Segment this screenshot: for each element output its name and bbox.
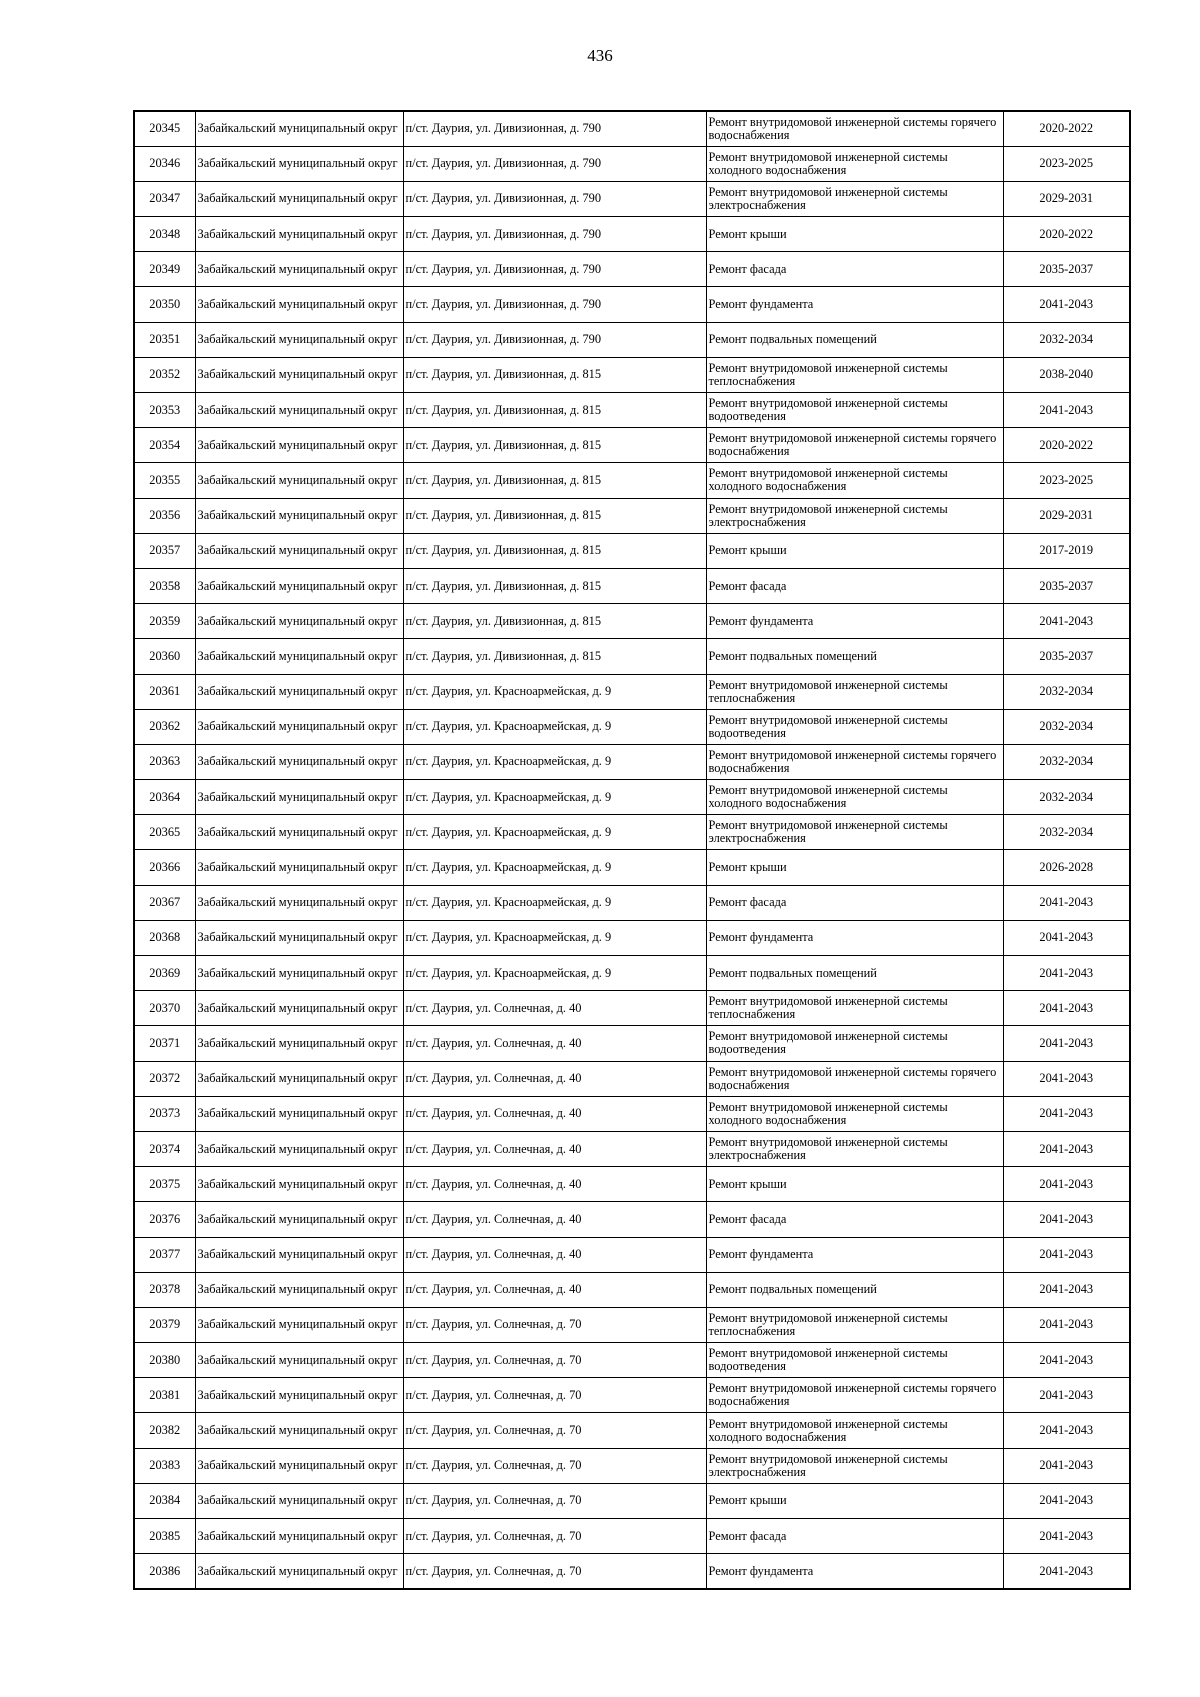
- table-row: [134, 1554, 1130, 1589]
- address-cell: п/ст. Даурия, ул. Дивизионная, д. 790: [403, 111, 706, 146]
- work-type-cell: Ремонт внутридомовой инженерной системы электроснабжения: [706, 498, 1003, 533]
- period-cell: 2041-2043: [1003, 1519, 1130, 1554]
- row-number-cell: 20352: [134, 357, 195, 392]
- table-row: [134, 1096, 1130, 1131]
- table-row: [134, 322, 1130, 357]
- municipality-cell: Забайкальский муниципальный округ: [195, 674, 403, 709]
- period-cell: 2032-2034: [1003, 322, 1130, 357]
- row-number-cell: 20380: [134, 1343, 195, 1378]
- municipality-cell: Забайкальский муниципальный округ: [195, 287, 403, 322]
- municipality-cell: Забайкальский муниципальный округ: [195, 428, 403, 463]
- period-cell: 2023-2025: [1003, 463, 1130, 498]
- table-row: [134, 1237, 1130, 1272]
- municipality-cell: Забайкальский муниципальный округ: [195, 1378, 403, 1413]
- repair-schedule-table: [133, 110, 1131, 1590]
- municipality-cell: Забайкальский муниципальный округ: [195, 709, 403, 744]
- period-cell: 2032-2034: [1003, 709, 1130, 744]
- row-number-cell: 20350: [134, 287, 195, 322]
- work-type-cell: Ремонт внутридомовой инженерной системы электроснабжения: [706, 1131, 1003, 1166]
- row-number-cell: 20381: [134, 1378, 195, 1413]
- work-type-cell: Ремонт крыши: [706, 217, 1003, 252]
- table-row: [134, 1167, 1130, 1202]
- work-type-cell: Ремонт внутридомовой инженерной системы теплоснабжения: [706, 1307, 1003, 1342]
- table-row: [134, 885, 1130, 920]
- row-number-cell: 20353: [134, 393, 195, 428]
- row-number-cell: 20371: [134, 1026, 195, 1061]
- table-row: [134, 1272, 1130, 1307]
- address-cell: п/ст. Даурия, ул. Солнечная, д. 70: [403, 1378, 706, 1413]
- municipality-cell: Забайкальский муниципальный округ: [195, 604, 403, 639]
- row-number-cell: 20386: [134, 1554, 195, 1589]
- work-type-cell: Ремонт фасада: [706, 1202, 1003, 1237]
- table-row: [134, 1483, 1130, 1518]
- period-cell: 2023-2025: [1003, 146, 1130, 181]
- table-row: [134, 463, 1130, 498]
- period-cell: 2032-2034: [1003, 815, 1130, 850]
- table-row: [134, 850, 1130, 885]
- municipality-cell: Забайкальский муниципальный округ: [195, 111, 403, 146]
- row-number-cell: 20345: [134, 111, 195, 146]
- table-row: [134, 1202, 1130, 1237]
- row-number-cell: 20349: [134, 252, 195, 287]
- period-cell: 2041-2043: [1003, 1131, 1130, 1166]
- work-type-cell: Ремонт фундамента: [706, 1554, 1003, 1589]
- municipality-cell: Забайкальский муниципальный округ: [195, 1307, 403, 1342]
- period-cell: 2035-2037: [1003, 568, 1130, 603]
- row-number-cell: 20368: [134, 920, 195, 955]
- work-type-cell: Ремонт внутридомовой инженерной системы холодного водоснабжения: [706, 1096, 1003, 1131]
- table-row: [134, 287, 1130, 322]
- row-number-cell: 20363: [134, 744, 195, 779]
- period-cell: 2041-2043: [1003, 604, 1130, 639]
- period-cell: 2041-2043: [1003, 1307, 1130, 1342]
- row-number-cell: 20382: [134, 1413, 195, 1448]
- work-type-cell: Ремонт крыши: [706, 533, 1003, 568]
- period-cell: 2017-2019: [1003, 533, 1130, 568]
- municipality-cell: Забайкальский муниципальный округ: [195, 1272, 403, 1307]
- period-cell: 2032-2034: [1003, 780, 1130, 815]
- row-number-cell: 20360: [134, 639, 195, 674]
- row-number-cell: 20346: [134, 146, 195, 181]
- row-number-cell: 20347: [134, 181, 195, 216]
- table-row: [134, 428, 1130, 463]
- municipality-cell: Забайкальский муниципальный округ: [195, 498, 403, 533]
- row-number-cell: 20364: [134, 780, 195, 815]
- table-row: [134, 709, 1130, 744]
- municipality-cell: Забайкальский муниципальный округ: [195, 1026, 403, 1061]
- period-cell: 2041-2043: [1003, 1026, 1130, 1061]
- period-cell: 2041-2043: [1003, 920, 1130, 955]
- work-type-cell: Ремонт крыши: [706, 850, 1003, 885]
- address-cell: п/ст. Даурия, ул. Красноармейская, д. 9: [403, 956, 706, 991]
- work-type-cell: Ремонт фасада: [706, 252, 1003, 287]
- period-cell: 2041-2043: [1003, 1096, 1130, 1131]
- period-cell: 2041-2043: [1003, 1554, 1130, 1589]
- address-cell: п/ст. Даурия, ул. Красноармейская, д. 9: [403, 674, 706, 709]
- municipality-cell: Забайкальский муниципальный округ: [195, 322, 403, 357]
- municipality-cell: Забайкальский муниципальный округ: [195, 252, 403, 287]
- row-number-cell: 20383: [134, 1448, 195, 1483]
- work-type-cell: Ремонт внутридомовой инженерной системы холодного водоснабжения: [706, 1413, 1003, 1448]
- row-number-cell: 20355: [134, 463, 195, 498]
- municipality-cell: Забайкальский муниципальный округ: [195, 181, 403, 216]
- municipality-cell: Забайкальский муниципальный округ: [195, 1096, 403, 1131]
- work-type-cell: Ремонт внутридомовой инженерной системы теплоснабжения: [706, 674, 1003, 709]
- table-row: [134, 1131, 1130, 1166]
- table-row: [134, 1343, 1130, 1378]
- municipality-cell: Забайкальский муниципальный округ: [195, 1483, 403, 1518]
- period-cell: 2041-2043: [1003, 1448, 1130, 1483]
- address-cell: п/ст. Даурия, ул. Солнечная, д. 40: [403, 1272, 706, 1307]
- table-row: [134, 533, 1130, 568]
- work-type-cell: Ремонт внутридомовой инженерной системы теплоснабжения: [706, 357, 1003, 392]
- table-row: [134, 1519, 1130, 1554]
- municipality-cell: Забайкальский муниципальный округ: [195, 1237, 403, 1272]
- address-cell: п/ст. Даурия, ул. Дивизионная, д. 815: [403, 498, 706, 533]
- address-cell: п/ст. Даурия, ул. Красноармейская, д. 9: [403, 850, 706, 885]
- table-row: [134, 252, 1130, 287]
- work-type-cell: Ремонт внутридомовой инженерной системы горячего водоснабжения: [706, 1378, 1003, 1413]
- municipality-cell: Забайкальский муниципальный округ: [195, 1413, 403, 1448]
- table-row: [134, 111, 1130, 146]
- municipality-cell: Забайкальский муниципальный округ: [195, 780, 403, 815]
- table-row: [134, 956, 1130, 991]
- table-row: [134, 604, 1130, 639]
- municipality-cell: Забайкальский муниципальный округ: [195, 463, 403, 498]
- work-type-cell: Ремонт фундамента: [706, 1237, 1003, 1272]
- row-number-cell: 20376: [134, 1202, 195, 1237]
- work-type-cell: Ремонт внутридомовой инженерной системы водоотведения: [706, 393, 1003, 428]
- row-number-cell: 20359: [134, 604, 195, 639]
- row-number-cell: 20348: [134, 217, 195, 252]
- row-number-cell: 20356: [134, 498, 195, 533]
- work-type-cell: Ремонт внутридомовой инженерной системы горячего водоснабжения: [706, 744, 1003, 779]
- period-cell: 2029-2031: [1003, 181, 1130, 216]
- table-row: [134, 181, 1130, 216]
- work-type-cell: Ремонт фундамента: [706, 604, 1003, 639]
- municipality-cell: Забайкальский муниципальный округ: [195, 815, 403, 850]
- work-type-cell: Ремонт внутридомовой инженерной системы холодного водоснабжения: [706, 780, 1003, 815]
- period-cell: 2029-2031: [1003, 498, 1130, 533]
- municipality-cell: Забайкальский муниципальный округ: [195, 639, 403, 674]
- address-cell: п/ст. Даурия, ул. Солнечная, д. 40: [403, 1061, 706, 1096]
- table-row: [134, 780, 1130, 815]
- municipality-cell: Забайкальский муниципальный округ: [195, 146, 403, 181]
- work-type-cell: Ремонт внутридомовой инженерной системы теплоснабжения: [706, 991, 1003, 1026]
- row-number-cell: 20362: [134, 709, 195, 744]
- municipality-cell: Забайкальский муниципальный округ: [195, 991, 403, 1026]
- period-cell: 2038-2040: [1003, 357, 1130, 392]
- period-cell: 2026-2028: [1003, 850, 1130, 885]
- period-cell: 2020-2022: [1003, 217, 1130, 252]
- address-cell: п/ст. Даурия, ул. Дивизионная, д. 790: [403, 181, 706, 216]
- municipality-cell: Забайкальский муниципальный округ: [195, 1202, 403, 1237]
- municipality-cell: Забайкальский муниципальный округ: [195, 217, 403, 252]
- row-number-cell: 20374: [134, 1131, 195, 1166]
- address-cell: п/ст. Даурия, ул. Солнечная, д. 70: [403, 1483, 706, 1518]
- row-number-cell: 20357: [134, 533, 195, 568]
- row-number-cell: 20367: [134, 885, 195, 920]
- period-cell: 2032-2034: [1003, 674, 1130, 709]
- address-cell: п/ст. Даурия, ул. Дивизионная, д. 790: [403, 287, 706, 322]
- municipality-cell: Забайкальский муниципальный округ: [195, 850, 403, 885]
- period-cell: 2041-2043: [1003, 1202, 1130, 1237]
- period-cell: 2041-2043: [1003, 991, 1130, 1026]
- address-cell: п/ст. Даурия, ул. Красноармейская, д. 9: [403, 709, 706, 744]
- municipality-cell: Забайкальский муниципальный округ: [195, 956, 403, 991]
- address-cell: п/ст. Даурия, ул. Солнечная, д. 40: [403, 1096, 706, 1131]
- address-cell: п/ст. Даурия, ул. Дивизионная, д. 790: [403, 322, 706, 357]
- address-cell: п/ст. Даурия, ул. Дивизионная, д. 815: [403, 533, 706, 568]
- municipality-cell: Забайкальский муниципальный округ: [195, 357, 403, 392]
- table-row: [134, 639, 1130, 674]
- row-number-cell: 20384: [134, 1483, 195, 1518]
- table-row: [134, 815, 1130, 850]
- row-number-cell: 20378: [134, 1272, 195, 1307]
- table-row: [134, 1448, 1130, 1483]
- address-cell: п/ст. Даурия, ул. Солнечная, д. 40: [403, 1131, 706, 1166]
- period-cell: 2035-2037: [1003, 252, 1130, 287]
- municipality-cell: Забайкальский муниципальный округ: [195, 1167, 403, 1202]
- municipality-cell: Забайкальский муниципальный округ: [195, 1519, 403, 1554]
- row-number-cell: 20361: [134, 674, 195, 709]
- address-cell: п/ст. Даурия, ул. Солнечная, д. 70: [403, 1554, 706, 1589]
- address-cell: п/ст. Даурия, ул. Дивизионная, д. 815: [403, 463, 706, 498]
- address-cell: п/ст. Даурия, ул. Дивизионная, д. 815: [403, 639, 706, 674]
- work-type-cell: Ремонт крыши: [706, 1167, 1003, 1202]
- work-type-cell: Ремонт внутридомовой инженерной системы холодного водоснабжения: [706, 146, 1003, 181]
- table-row: [134, 568, 1130, 603]
- address-cell: п/ст. Даурия, ул. Солнечная, д. 70: [403, 1343, 706, 1378]
- address-cell: п/ст. Даурия, ул. Солнечная, д. 40: [403, 1026, 706, 1061]
- municipality-cell: Забайкальский муниципальный округ: [195, 1061, 403, 1096]
- table-row: [134, 920, 1130, 955]
- row-number-cell: 20366: [134, 850, 195, 885]
- table-row: [134, 393, 1130, 428]
- work-type-cell: Ремонт внутридомовой инженерной системы водоотведения: [706, 1026, 1003, 1061]
- municipality-cell: Забайкальский муниципальный округ: [195, 1343, 403, 1378]
- work-type-cell: Ремонт фундамента: [706, 920, 1003, 955]
- work-type-cell: Ремонт внутридомовой инженерной системы горячего водоснабжения: [706, 1061, 1003, 1096]
- period-cell: 2041-2043: [1003, 1061, 1130, 1096]
- address-cell: п/ст. Даурия, ул. Солнечная, д. 70: [403, 1307, 706, 1342]
- municipality-cell: Забайкальский муниципальный округ: [195, 1131, 403, 1166]
- table-body: [134, 111, 1130, 1589]
- row-number-cell: 20372: [134, 1061, 195, 1096]
- table-row: [134, 674, 1130, 709]
- address-cell: п/ст. Даурия, ул. Солнечная, д. 40: [403, 991, 706, 1026]
- period-cell: 2041-2043: [1003, 393, 1130, 428]
- municipality-cell: Забайкальский муниципальный округ: [195, 744, 403, 779]
- municipality-cell: Забайкальский муниципальный округ: [195, 568, 403, 603]
- work-type-cell: Ремонт внутридомовой инженерной системы электроснабжения: [706, 181, 1003, 216]
- row-number-cell: 20373: [134, 1096, 195, 1131]
- address-cell: п/ст. Даурия, ул. Дивизионная, д. 815: [403, 604, 706, 639]
- period-cell: 2041-2043: [1003, 1167, 1130, 1202]
- row-number-cell: 20385: [134, 1519, 195, 1554]
- work-type-cell: Ремонт внутридомовой инженерной системы электроснабжения: [706, 815, 1003, 850]
- work-type-cell: Ремонт внутридомовой инженерной системы водоотведения: [706, 709, 1003, 744]
- period-cell: 2041-2043: [1003, 885, 1130, 920]
- address-cell: п/ст. Даурия, ул. Дивизионная, д. 790: [403, 217, 706, 252]
- work-type-cell: Ремонт внутридомовой инженерной системы горячего водоснабжения: [706, 111, 1003, 146]
- row-number-cell: 20375: [134, 1167, 195, 1202]
- row-number-cell: 20369: [134, 956, 195, 991]
- table-row: [134, 1307, 1130, 1342]
- period-cell: 2041-2043: [1003, 1343, 1130, 1378]
- work-type-cell: Ремонт внутридомовой инженерной системы холодного водоснабжения: [706, 463, 1003, 498]
- table-row: [134, 1413, 1130, 1448]
- address-cell: п/ст. Даурия, ул. Солнечная, д. 70: [403, 1413, 706, 1448]
- work-type-cell: Ремонт фасада: [706, 1519, 1003, 1554]
- work-type-cell: Ремонт фундамента: [706, 287, 1003, 322]
- work-type-cell: Ремонт фасада: [706, 885, 1003, 920]
- period-cell: 2041-2043: [1003, 956, 1130, 991]
- period-cell: 2020-2022: [1003, 428, 1130, 463]
- address-cell: п/ст. Даурия, ул. Солнечная, д. 70: [403, 1448, 706, 1483]
- row-number-cell: 20379: [134, 1307, 195, 1342]
- table-row: [134, 1026, 1130, 1061]
- address-cell: п/ст. Даурия, ул. Солнечная, д. 40: [403, 1202, 706, 1237]
- address-cell: п/ст. Даурия, ул. Дивизионная, д. 790: [403, 252, 706, 287]
- period-cell: 2041-2043: [1003, 1413, 1130, 1448]
- period-cell: 2041-2043: [1003, 1272, 1130, 1307]
- municipality-cell: Забайкальский муниципальный округ: [195, 885, 403, 920]
- row-number-cell: 20370: [134, 991, 195, 1026]
- period-cell: 2041-2043: [1003, 1237, 1130, 1272]
- work-type-cell: Ремонт подвальных помещений: [706, 956, 1003, 991]
- address-cell: п/ст. Даурия, ул. Дивизионная, д. 815: [403, 393, 706, 428]
- work-type-cell: Ремонт внутридомовой инженерной системы электроснабжения: [706, 1448, 1003, 1483]
- page-number: 436: [587, 46, 613, 65]
- work-type-cell: Ремонт подвальных помещений: [706, 639, 1003, 674]
- work-type-cell: Ремонт подвальных помещений: [706, 1272, 1003, 1307]
- municipality-cell: Забайкальский муниципальный округ: [195, 533, 403, 568]
- table-row: [134, 1061, 1130, 1096]
- table-row: [134, 1378, 1130, 1413]
- work-type-cell: Ремонт крыши: [706, 1483, 1003, 1518]
- row-number-cell: 20377: [134, 1237, 195, 1272]
- address-cell: п/ст. Даурия, ул. Солнечная, д. 40: [403, 1237, 706, 1272]
- period-cell: 2041-2043: [1003, 287, 1130, 322]
- table-row: [134, 217, 1130, 252]
- work-type-cell: Ремонт подвальных помещений: [706, 322, 1003, 357]
- address-cell: п/ст. Даурия, ул. Дивизионная, д. 815: [403, 568, 706, 603]
- period-cell: 2041-2043: [1003, 1378, 1130, 1413]
- address-cell: п/ст. Даурия, ул. Красноармейская, д. 9: [403, 920, 706, 955]
- table-row: [134, 991, 1130, 1026]
- municipality-cell: Забайкальский муниципальный округ: [195, 393, 403, 428]
- period-cell: 2041-2043: [1003, 1483, 1130, 1518]
- address-cell: п/ст. Даурия, ул. Красноармейская, д. 9: [403, 885, 706, 920]
- period-cell: 2032-2034: [1003, 744, 1130, 779]
- work-type-cell: Ремонт фасада: [706, 568, 1003, 603]
- row-number-cell: 20351: [134, 322, 195, 357]
- municipality-cell: Забайкальский муниципальный округ: [195, 1554, 403, 1589]
- table-row: [134, 357, 1130, 392]
- period-cell: 2020-2022: [1003, 111, 1130, 146]
- address-cell: п/ст. Даурия, ул. Солнечная, д. 70: [403, 1519, 706, 1554]
- work-type-cell: Ремонт внутридомовой инженерной системы горячего водоснабжения: [706, 428, 1003, 463]
- work-type-cell: Ремонт внутридомовой инженерной системы водоотведения: [706, 1343, 1003, 1378]
- address-cell: п/ст. Даурия, ул. Дивизионная, д. 815: [403, 428, 706, 463]
- address-cell: п/ст. Даурия, ул. Красноармейская, д. 9: [403, 744, 706, 779]
- row-number-cell: 20354: [134, 428, 195, 463]
- address-cell: п/ст. Даурия, ул. Красноармейская, д. 9: [403, 815, 706, 850]
- row-number-cell: 20358: [134, 568, 195, 603]
- period-cell: 2035-2037: [1003, 639, 1130, 674]
- table-row: [134, 146, 1130, 181]
- address-cell: п/ст. Даурия, ул. Дивизионная, д. 790: [403, 146, 706, 181]
- address-cell: п/ст. Даурия, ул. Красноармейская, д. 9: [403, 780, 706, 815]
- address-cell: п/ст. Даурия, ул. Солнечная, д. 40: [403, 1167, 706, 1202]
- table-row: [134, 498, 1130, 533]
- municipality-cell: Забайкальский муниципальный округ: [195, 1448, 403, 1483]
- municipality-cell: Забайкальский муниципальный округ: [195, 920, 403, 955]
- address-cell: п/ст. Даурия, ул. Дивизионная, д. 815: [403, 357, 706, 392]
- table-row: [134, 744, 1130, 779]
- row-number-cell: 20365: [134, 815, 195, 850]
